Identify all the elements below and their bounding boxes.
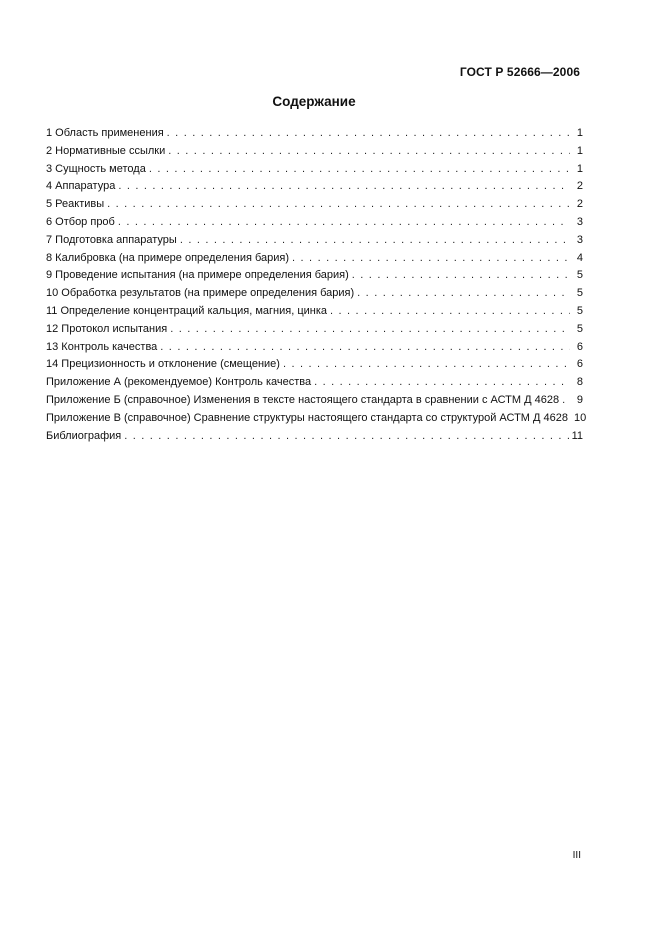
- toc-entry-page: 5: [576, 322, 583, 335]
- toc-entry[interactable]: [46, 339, 583, 357]
- dot-leader: [149, 161, 570, 179]
- dot-leader: [283, 356, 570, 374]
- toc-entry[interactable]: [46, 356, 583, 374]
- toc-entry[interactable]: [46, 250, 583, 268]
- toc-entry[interactable]: [46, 125, 583, 143]
- toc-entry-label: 8 Калибровка (на примере определения бария): [46, 251, 290, 264]
- toc-entry-page: 8: [576, 376, 583, 389]
- page-number: III: [572, 850, 581, 861]
- toc-entry-page: 2: [576, 180, 583, 193]
- toc-entry-page: 10: [573, 411, 587, 424]
- toc-entry-label: 6 Отбор проб: [46, 215, 115, 228]
- toc-entry-label: 4 Аппаратура: [46, 180, 116, 193]
- toc-entry[interactable]: [46, 410, 587, 428]
- toc-entry-page: 5: [576, 304, 583, 317]
- toc-entry[interactable]: [46, 214, 583, 232]
- dot-leader: [292, 250, 570, 268]
- toc-entry-page: 2: [576, 198, 583, 211]
- toc-entry-label: Приложение А (рекомендуемое) Контроль качества: [46, 376, 312, 389]
- toc-entry-label: 7 Подготовка аппаратуры: [46, 233, 177, 246]
- toc-entry[interactable]: [46, 161, 583, 179]
- toc-entry-label: Приложение Б (справочное) Изменения в тексте настоящего стандарта в сравнении с АСТМ Д 4628: [46, 393, 560, 406]
- toc-entry[interactable]: [46, 285, 583, 303]
- standard-code: ГОСТ Р 52666—2006: [459, 65, 580, 79]
- toc-entry-page: 5: [576, 269, 583, 282]
- dot-leader: [168, 143, 570, 161]
- toc-entry-label: Приложение В (справочное) Сравнение структуры настоящего стандарта со структурой АСТМ Д 4628: [46, 411, 568, 424]
- toc-entry[interactable]: [46, 303, 583, 321]
- table-of-contents: [46, 125, 587, 445]
- toc-entry-label: Библиография: [46, 429, 122, 442]
- dot-leader: [330, 303, 570, 321]
- toc-entry[interactable]: [46, 143, 583, 161]
- dot-leader: [314, 374, 570, 392]
- dot-leader: [160, 339, 570, 357]
- toc-entry-label: 1 Область применения: [46, 127, 164, 139]
- toc-entry[interactable]: [46, 267, 583, 285]
- dot-leader: [124, 428, 568, 446]
- dot-leader: [562, 392, 570, 410]
- toc-entry-page: 3: [576, 233, 583, 246]
- dot-leader: [357, 285, 570, 303]
- dot-leader: [107, 196, 570, 214]
- toc-entry-page: 1: [576, 144, 583, 157]
- toc-entry[interactable]: [46, 232, 583, 250]
- toc-entry-page: 6: [576, 340, 583, 353]
- dot-leader: [180, 232, 570, 250]
- toc-entry-label: 14 Прецизионность и отклонение (смещение): [46, 358, 280, 371]
- toc-entry-page: 11: [571, 429, 583, 442]
- toc-entry-label: 9 Проведение испытания (на примере определения бария): [46, 269, 349, 282]
- toc-entry-page: 9: [576, 393, 583, 406]
- toc-entry-label: 10 Обработка результатов (на примере определения бария): [46, 287, 355, 300]
- toc-entry[interactable]: [46, 196, 583, 214]
- dot-leader: [167, 125, 570, 143]
- toc-entry-page: 6: [576, 358, 583, 371]
- toc-entry[interactable]: [46, 428, 583, 446]
- toc-entry-label: 5 Реактивы: [46, 198, 105, 211]
- toc-entry-label: 3 Сущность метода: [46, 162, 146, 175]
- toc-entry-label: 12 Протокол испытания: [46, 322, 168, 335]
- toc-entry-label: 2 Нормативные ссылки: [46, 144, 166, 157]
- toc-entry-page: 3: [576, 215, 583, 228]
- toc-entry[interactable]: [46, 374, 583, 392]
- toc-entry-label: 11 Определение концентраций кальция, магния, цинка: [46, 304, 328, 317]
- toc-title: Содержание: [272, 94, 356, 109]
- toc-entry[interactable]: [46, 321, 583, 339]
- toc-entry-label: 13 Контроль качества: [46, 340, 158, 353]
- dot-leader: [170, 321, 570, 339]
- toc-entry[interactable]: [46, 178, 583, 196]
- toc-entry-page: 5: [576, 287, 583, 300]
- toc-entry[interactable]: [46, 392, 583, 410]
- toc-entry-page: 1: [576, 162, 583, 175]
- dot-leader: [118, 214, 570, 232]
- dot-leader: [352, 267, 570, 285]
- toc-entry-page: 4: [576, 251, 583, 264]
- toc-entry-page: 1: [576, 127, 583, 139]
- dot-leader: [118, 178, 570, 196]
